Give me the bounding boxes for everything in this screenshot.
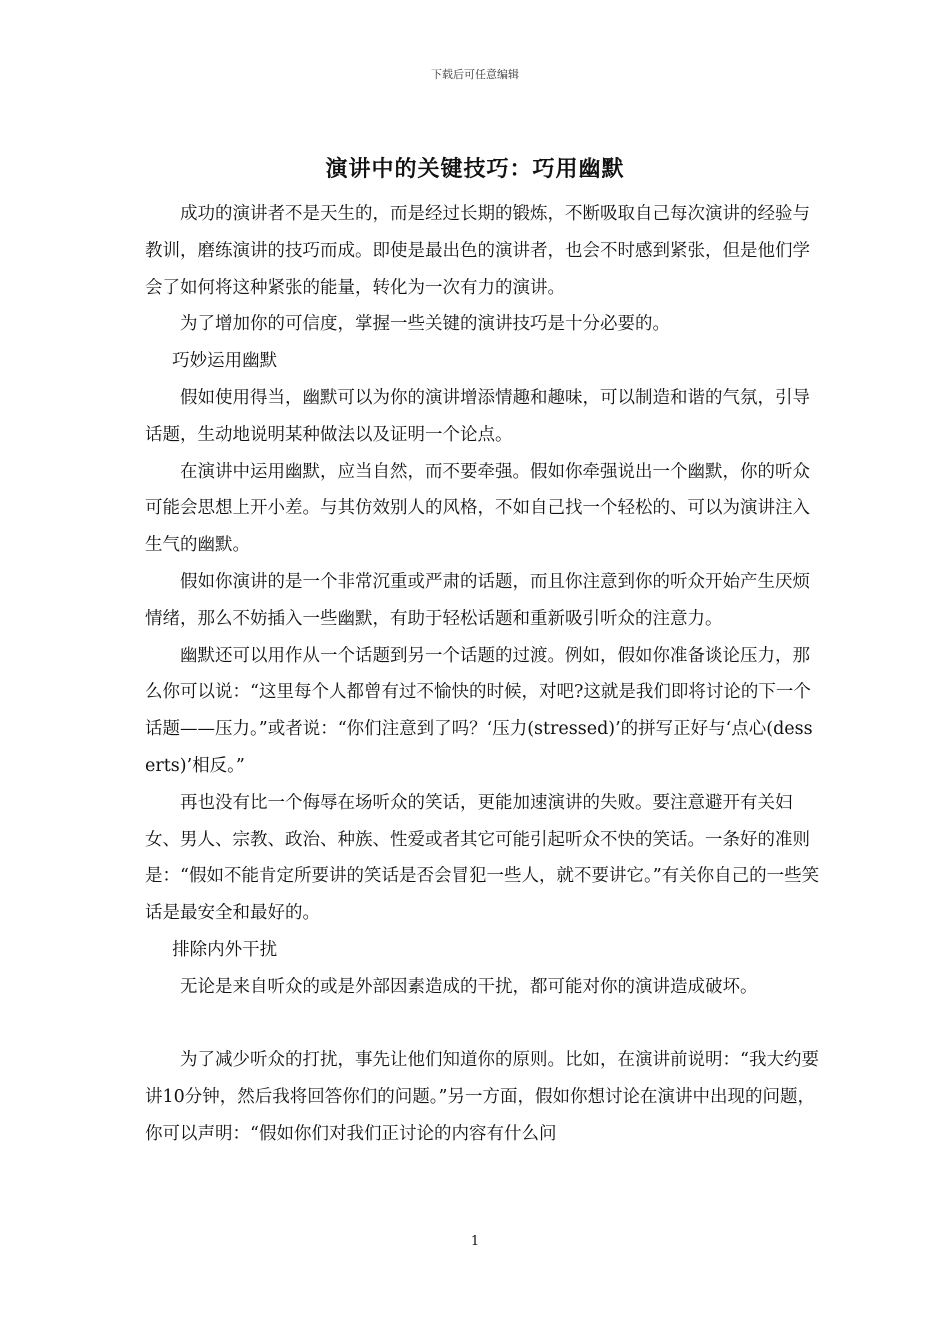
page-header: 下载后可任意编辑 xyxy=(431,68,519,81)
document-body xyxy=(145,196,820,1153)
document-title: 演讲中的关键技巧：巧用幽默 xyxy=(325,156,625,182)
paragraph: 无论是来自听众的或是外部因素造成的干扰，都可能对你的演讲造成破坏。 xyxy=(180,976,758,997)
paragraph: 幽默还可以用作从一个话题到另一个话题的过渡。例如，假如你准备谈论压力，那么你可以说：“这里每个人都曾有过不愉快的时候，对吧?这就是我们即将讨论的下一个话题——压力。”或者说：“你们注意到了吗？‘压力(stressed)’的拼写正好与‘点心(desserts)’相反。” xyxy=(145,645,813,776)
paragraph: 假如使用得当，幽默可以为你的演讲增添情趣和趣味，可以制造和谐的气氛，引导话题，生动地说明某种做法以及证明一个论点。 xyxy=(145,387,810,445)
page-number: 1 xyxy=(470,1234,480,1249)
section-heading: 巧妙运用幽默 xyxy=(172,351,278,372)
blank-line xyxy=(145,1006,820,1043)
paragraph: 成功的演讲者不是天生的，而是经过长期的锻炼，不断吸取自己每次演讲的经验与教训，磨练演讲的技巧而成。即使是最出色的演讲者，也会不时感到紧张，但是他们学会了如何将这种紧张的能量，转化为一次有力的演讲。 xyxy=(145,204,810,298)
paragraph: 为了减少听众的打扰，事先让他们知道你的原则。比如，在演讲前说明：“我大约要讲10分钟，然后我将回答你们的问题。”另一方面，假如你想讨论在演讲中出现的问题，你可以声明：“假如你们对我们正讨论的内容有什么问 xyxy=(145,1050,819,1144)
section-heading: 排除内外干扰 xyxy=(172,939,278,960)
paragraph: 在演讲中运用幽默，应当自然，而不要牵强。假如你牵强说出一个幽默，你的听众可能会思想上开小差。与其仿效别人的风格，不如自己找一个轻松的、可以为演讲注入生气的幽默。 xyxy=(145,461,810,556)
paragraph: 再也没有比一个侮辱在场听众的笑话，更能加速演讲的失败。要注意避开有关妇女、男人、宗教、政治、种族、性爱或者其它可能引起听众不快的笑话。一条好的准则是：“假如不能肯定所要讲的笑话是否会冒犯一些人，就不要讲它。”有关你自己的一些笑话是最安全和最好的。 xyxy=(145,792,820,924)
paragraph: 假如你演讲的是一个非常沉重或严肃的话题，而且你注意到你的听众开始产生厌烦情绪，那么不妨插入一些幽默，有助于轻松话题和重新吸引听众的注意力。 xyxy=(145,571,810,629)
paragraph: 为了增加你的可信度，掌握一些关键的演讲技巧是十分必要的。 xyxy=(180,314,670,335)
